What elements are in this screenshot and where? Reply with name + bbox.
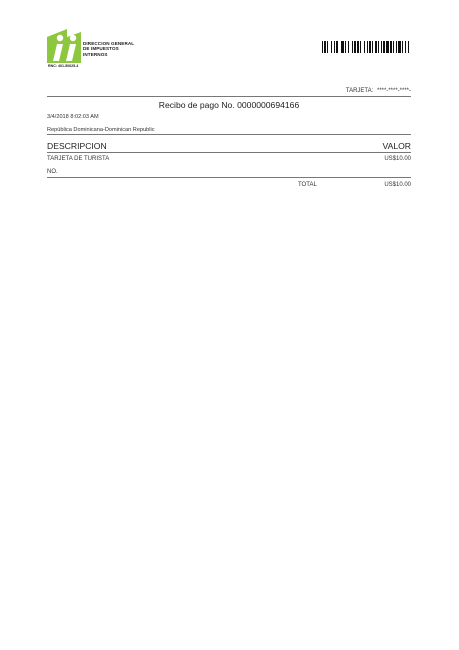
item-description: TARJETA DE TURISTA (47, 156, 110, 162)
divider-top (47, 96, 411, 97)
card-number: ****-****-****- (376, 88, 411, 94)
column-header-description: DESCRIPCION (47, 141, 107, 151)
logo-rnc: RNC: 401-50625-4 (48, 64, 79, 68)
barcode-stripe (409, 41, 410, 53)
total-label: TOTAL (298, 182, 317, 188)
dgii-logo (47, 29, 147, 71)
receipt-title: Recibo de pago No. 0000000694166 (158, 100, 300, 110)
item-value: US$10.00 (384, 156, 411, 162)
card-label: TARJETA: (345, 88, 374, 94)
divider-country (47, 134, 411, 135)
logo-text (83, 41, 153, 57)
receipt-country: República Dominicana-Dominican Republic (47, 127, 155, 133)
column-header-value: VALOR (382, 141, 411, 151)
divider-headers (47, 152, 411, 153)
receipt-datetime: 3/4/2018 8:02:03 AM (47, 114, 99, 120)
logo-line-3: INTERNOS (83, 51, 108, 57)
total-value: US$10.00 (384, 182, 411, 188)
barcode-icon (322, 41, 410, 53)
divider-items (47, 177, 411, 178)
dgii-logo-mark-icon (47, 29, 81, 63)
card-line (47, 88, 411, 94)
logo-line-1: DIRECCION GENERAL (83, 41, 135, 46)
no-label: NO. (47, 169, 58, 175)
logo-line-2: DE IMPUESTOS (83, 46, 119, 52)
